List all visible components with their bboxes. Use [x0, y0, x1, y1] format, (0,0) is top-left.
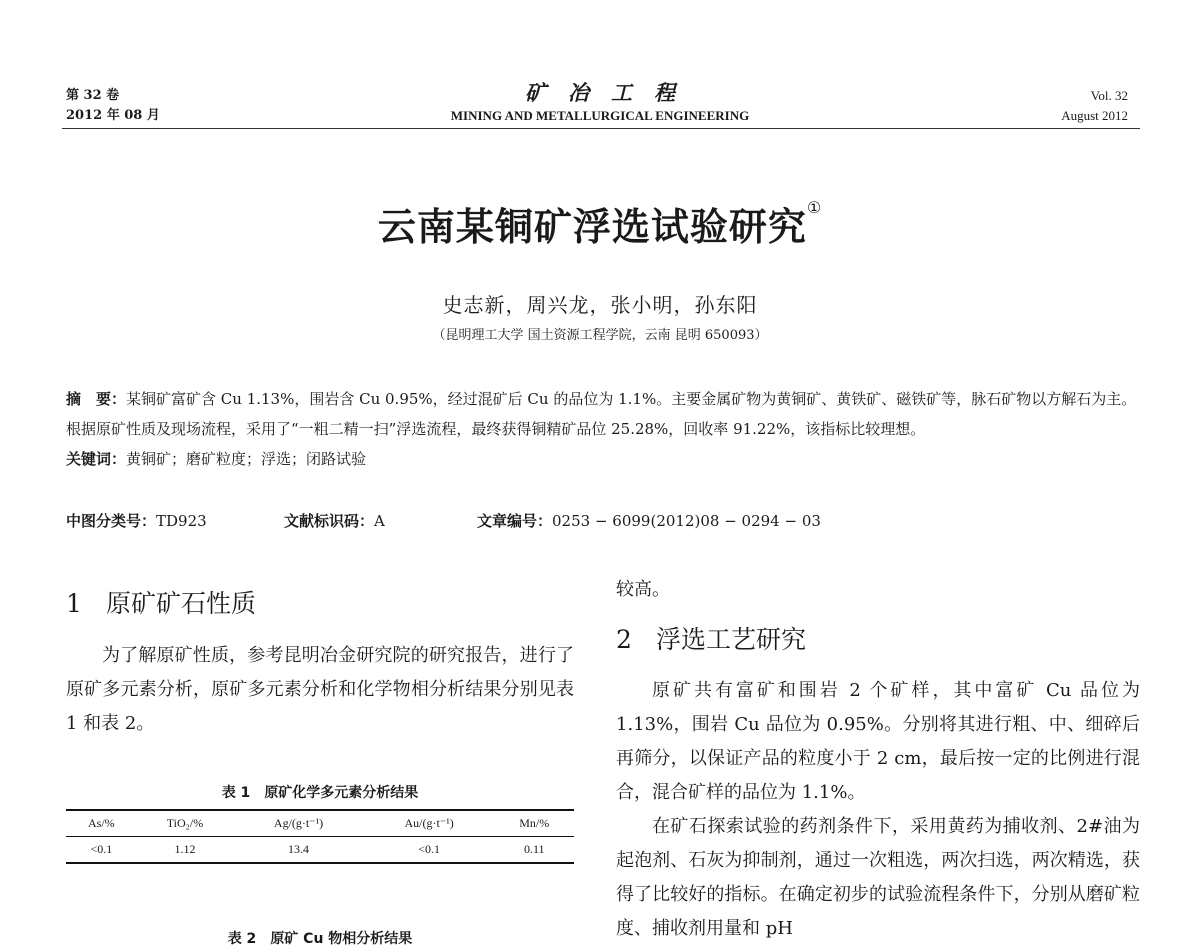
volume-en: Vol. 32	[1090, 88, 1128, 103]
table-1-header-row	[66, 810, 574, 837]
table-1	[66, 809, 574, 864]
abstract-label: 摘 要：	[66, 390, 127, 408]
section-1-title: 原矿矿石性质	[106, 589, 257, 618]
table-2-caption	[66, 928, 574, 948]
table-1-header-cell: Ag/(g·t⁻¹)	[273, 816, 324, 830]
table-1-cell: <0.1	[418, 842, 441, 856]
keywords-label: 关键词：	[66, 450, 127, 468]
table-2-number: 表 2	[227, 931, 257, 947]
section-1-paragraph: 为了解原矿性质，参考昆明冶金研究院的研究报告，进行了原矿多元素分析，原矿多元素分析和化学物相分析结果分别见表 1 和表 2。	[66, 645, 574, 734]
affiliation: （昆明理工大学 国土资源工程学院，云南 昆明 650093）	[432, 328, 768, 343]
header-right	[1061, 86, 1128, 126]
table-1-header-cell: As/%	[88, 816, 115, 830]
continued-text: 较高。	[616, 579, 670, 600]
issue-date-en: August 2012	[1061, 108, 1128, 123]
keywords-text: 黄铜矿；磨矿粒度；浮选；闭路试验	[126, 450, 367, 468]
section-2-title: 浮选工艺研究	[656, 625, 807, 654]
clc-value: TD923	[156, 512, 207, 530]
journal-title-en: MINING AND METALLURGICAL ENGINEERING	[450, 108, 750, 123]
section-1-heading	[66, 588, 256, 620]
article-title	[0, 196, 1200, 251]
keywords	[66, 444, 1142, 474]
header-divider	[62, 128, 1140, 129]
title-footnote-mark: ①	[806, 198, 823, 217]
clc-label: 中图分类号：	[66, 512, 157, 530]
doc-code-value: A	[374, 512, 385, 530]
section-2-heading	[616, 624, 806, 656]
abstract-text: 某铜矿富矿含 Cu 1.13%，围岩含 Cu 0.95%，经过混矿后 Cu 的品位为 1.1%。主要金属矿物为黄铜矿、黄铁矿、磁铁矿等，脉石矿物以方解石为主。根据原矿性质及现场流程，采用了“一粗二精一扫”浮选流程，最终获得铜精矿品位 25.28%，回收率 91.22%，该指标比较理想。	[66, 390, 1137, 438]
abstract	[66, 384, 1142, 444]
table-1-cell: <0.1	[90, 842, 113, 856]
section-2-paragraph-2: 在矿石探索试验的药剂条件下，采用黄药为捕收剂、2#油为起泡剂、石灰为抑制剂，通过一次粗选，两次扫选，两次精选，获得了比较好的指标。在确定初步的试验流程条件下，分别从磨矿粒度、捕收剂用量和 pH	[616, 816, 1140, 939]
table-1-row	[66, 837, 574, 864]
issue-date-cn: 2012 年 08 月	[66, 108, 160, 123]
article-title-text: 云南某铜矿浮选试验研究	[377, 205, 807, 249]
journal-title-cn: 矿冶工程	[525, 80, 697, 105]
abstract-block	[66, 384, 1142, 474]
article-number-label: 文章编号：	[477, 512, 553, 530]
table-1-cell: 13.4	[288, 842, 310, 856]
table-1-header-cell: Mn/%	[519, 816, 550, 830]
table-1-header-cell: TiO₂/%	[166, 816, 204, 830]
clc-number	[66, 506, 284, 536]
document-code	[284, 506, 477, 536]
section-2-number: 2	[616, 625, 632, 654]
table-1-caption	[66, 782, 574, 802]
section-1-number: 1	[66, 589, 82, 618]
doc-code-label: 文献标识码：	[284, 512, 375, 530]
table-1-cell: 0.11	[523, 842, 545, 856]
article-number-value: 0253 − 6099(2012)08 − 0294 − 03	[552, 512, 821, 530]
volume-label: 第 32 卷	[66, 88, 120, 103]
classification-row	[66, 506, 1142, 536]
article-number	[477, 506, 821, 536]
table-1-number: 表 1	[221, 785, 251, 801]
table-2-title: 原矿 Cu 物相分析结果	[270, 931, 413, 947]
section-2-paragraph-1: 原矿共有富矿和围岩 2 个矿样，其中富矿 Cu 品位为 1.13%，围岩 Cu 品位为 0.95%。分别将其进行粗、中、细碎后再筛分，以保证产品的粒度小于 2 cm，最后按一定的比例进行混合，混合矿样的品位为 1.1%。	[616, 680, 1140, 803]
table-1-title: 原矿化学多元素分析结果	[264, 785, 419, 801]
table-1-header-cell: Au/(g·t⁻¹)	[404, 816, 454, 830]
header-left	[66, 86, 160, 126]
table-1-cell: 1.12	[174, 842, 196, 856]
authors: 史志新，周兴龙，张小明，孙东阳	[442, 293, 758, 317]
header-center	[360, 80, 840, 125]
